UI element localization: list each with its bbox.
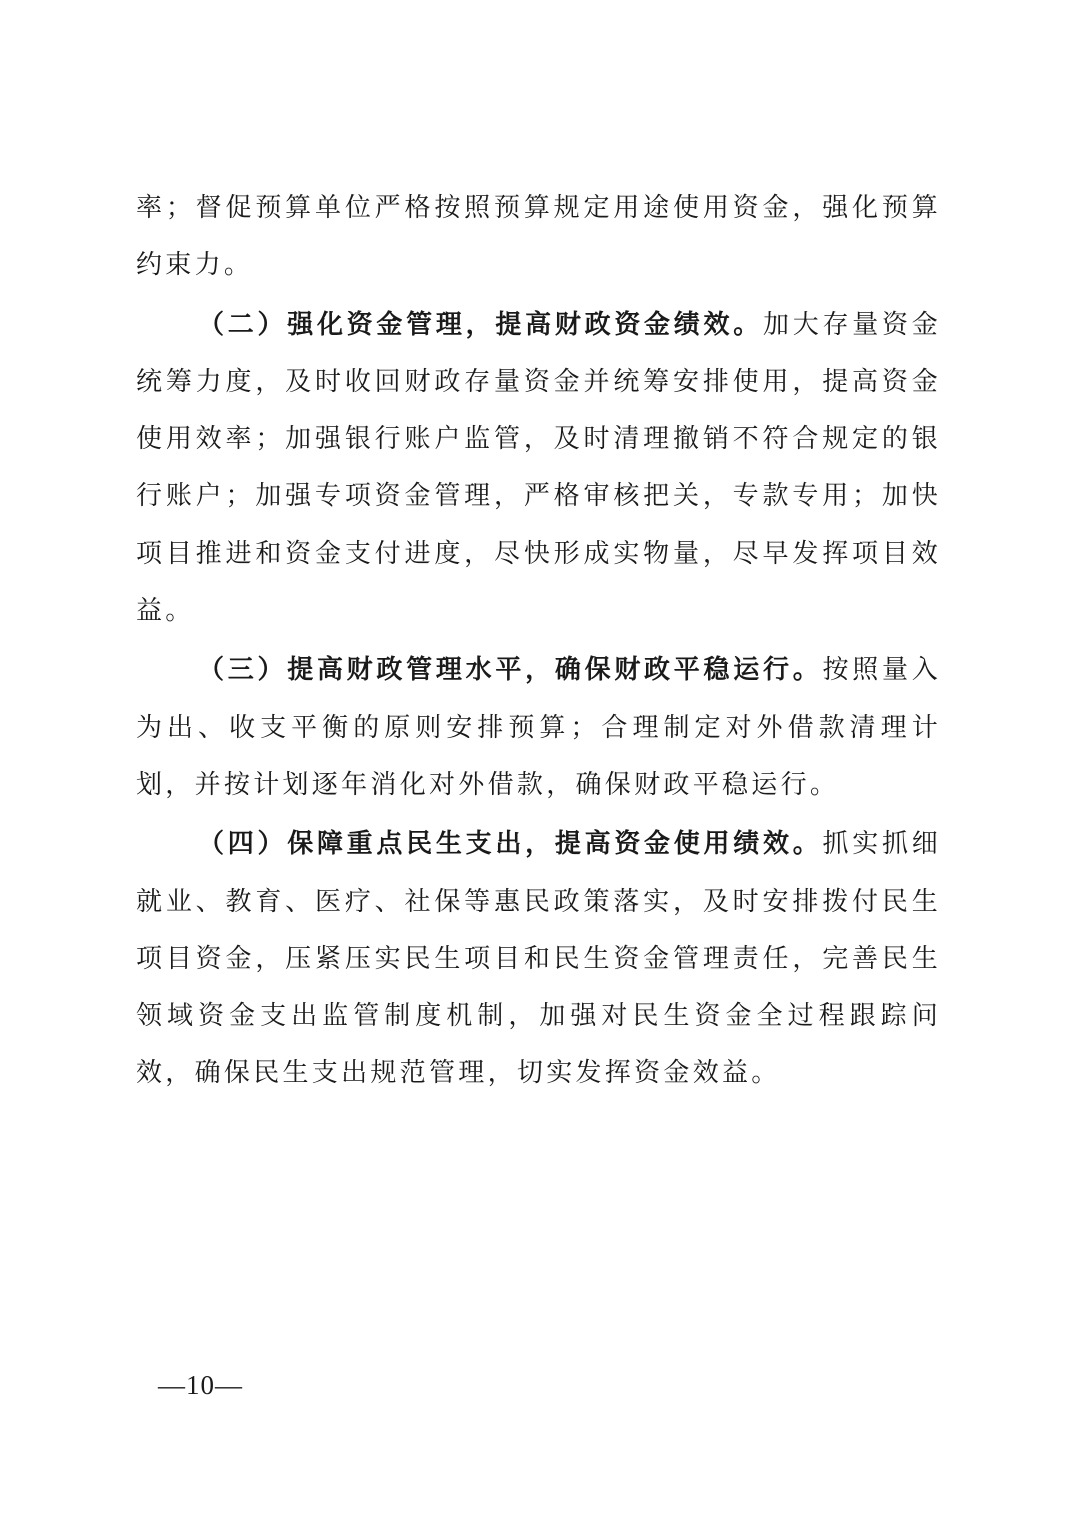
page-number: —10—: [158, 1370, 243, 1400]
section-heading: （三）提高财政管理水平，确保财政平稳运行。: [198, 655, 823, 686]
paragraph-body: 抓实抓细就业、教育、医疗、社保等惠民政策落实，及时安排拨付民生项目资金，压紧压实民生项目和民生资金管理责任，完善民生领域资金支出监管制度机制，加强对民生资金全过程跟踪问效，确保民生支出规范管理，切实发挥资金效益。: [136, 829, 941, 1089]
section-heading: （四）保障重点民生支出，提高资金使用绩效。: [198, 829, 823, 860]
section-heading: （二）强化资金管理，提高财政资金绩效。: [198, 309, 764, 340]
body-text: [136, 180, 941, 1105]
paragraph-body: 率；督促预算单位严格按照预算规定用途使用资金，强化预算约束力。: [136, 193, 941, 281]
paragraph-section-2: [136, 297, 941, 641]
paragraph-section-3: [136, 642, 941, 814]
paragraph-body: 按照量入为出、收支平衡的原则安排预算；合理制定对外借款清理计划，并按计划逐年消化对外借款，确保财政平稳运行。: [136, 655, 941, 800]
paragraph-continuation: [136, 180, 941, 295]
paragraph-body: 加大存量资金统筹力度，及时收回财政存量资金并统筹安排使用，提高资金使用效率；加强银行账户监管，及时清理撤销不符合规定的银行账户；加强专项资金管理，严格审核把关，专款专用；加快项目推进和资金支付进度，尽快形成实物量，尽早发挥项目效益。: [136, 309, 942, 627]
paragraph-section-4: [136, 816, 941, 1102]
